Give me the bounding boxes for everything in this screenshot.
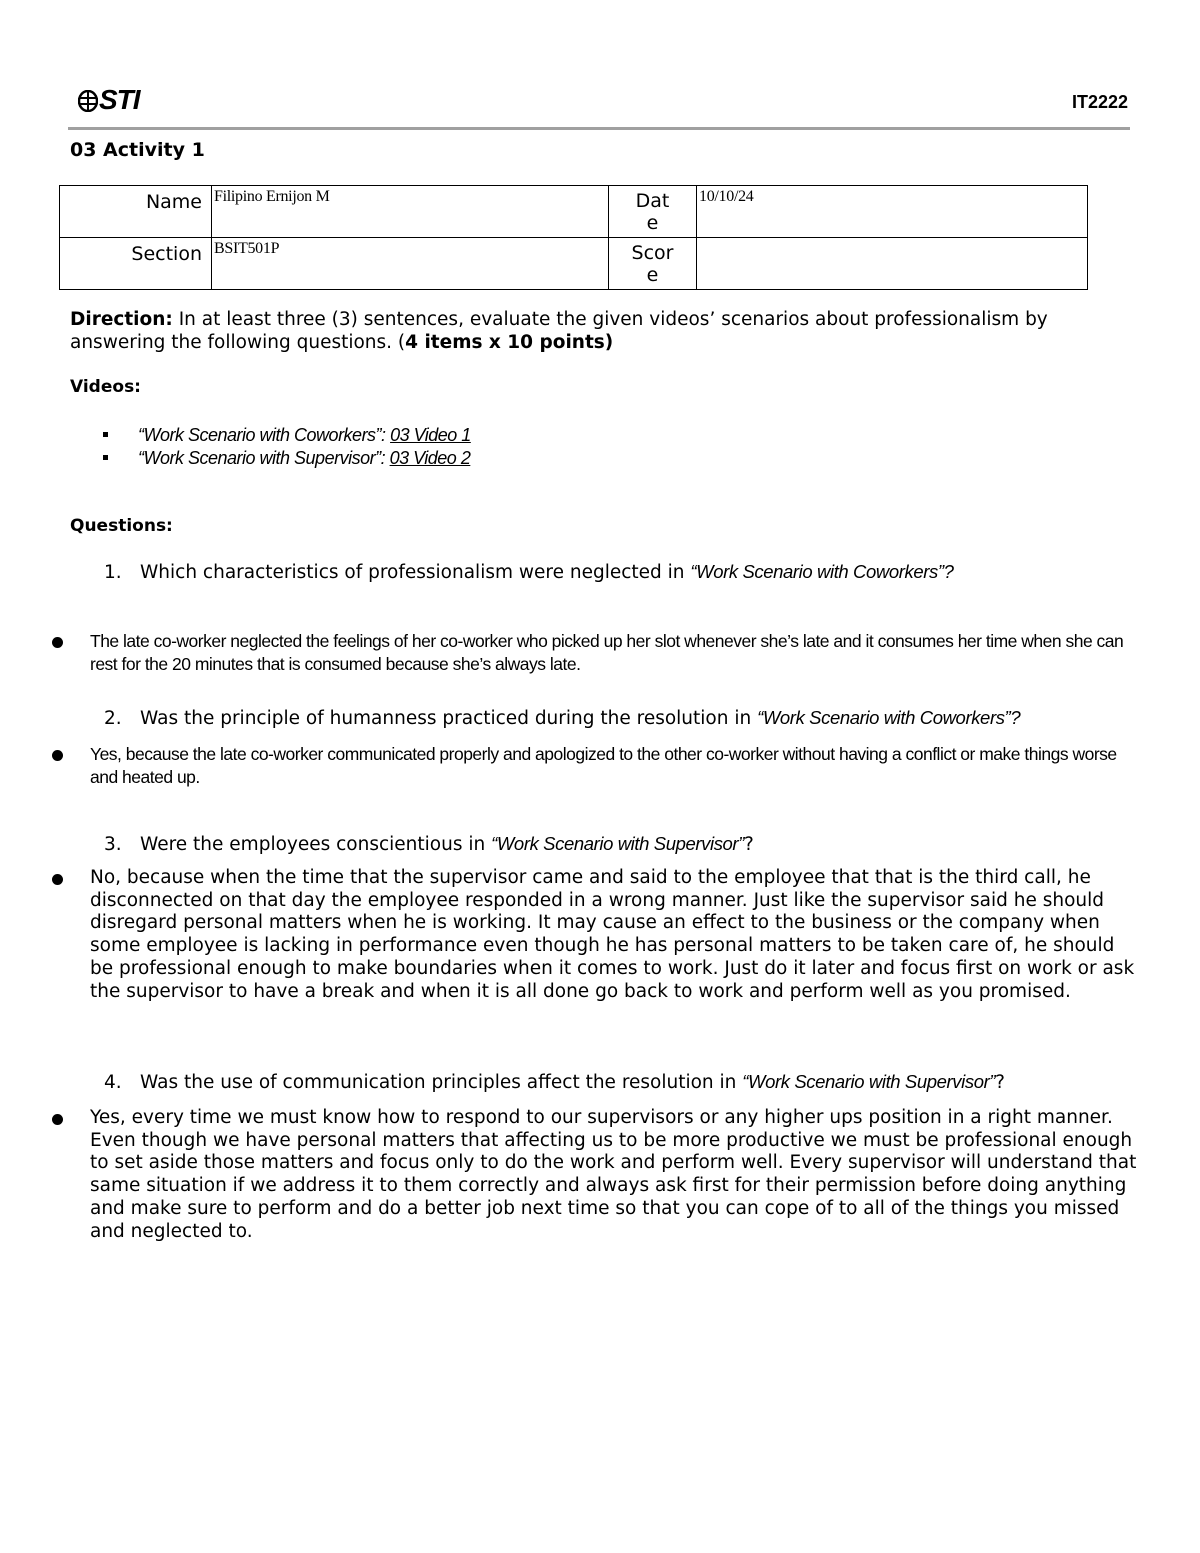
answer-3: No, because when the time that the supervisor came and said to the employee that that is the third call, he disconnected on that day the employee responded in a wrong manner. Just like the supervisor said he should disregard personal matters when he is working. It may cause an effect to the business or the company when some employee is lacking in performance even though he has personal matters to be taken care of, he should be professional enough to make boundaries when it comes to work. Just do it later and focus first on work or ask the supervisor to have a break and when it is all done go back to work and perform well as you promised. <box>52 867 1137 1003</box>
score-label: Scor e <box>609 238 697 290</box>
answer-1: The late co-worker neglected the feelings of her co-worker who picked up her slot whenever she’s late and it consumes her time when she can rest for the 20 minutes that is consumed because she’s always late. <box>52 630 1137 676</box>
table-row <box>60 238 1088 290</box>
date-label: Dat e <box>609 186 697 238</box>
bullet-icon <box>52 750 63 761</box>
direction-text: Direction: In at least three (3) sentences, evaluate the given videos’ scenarios about professionalism by answering the following questions. (4 items x 10 points) <box>70 309 1048 353</box>
page-title: 03 Activity 1 <box>70 139 205 161</box>
section-label: Section <box>60 238 212 290</box>
sti-logo <box>78 84 140 116</box>
points-text: 4 items x 10 points) <box>405 332 614 353</box>
answer-4: Yes, every time we must know how to respond to our supervisors or any higher ups position in a right manner. Even though we have personal matters that affecting us to be more productive we must be professional enough to set aside those matters and focus only to do the work and perform well. Every supervisor will understand that same situation if we address it to them correctly and always ask first for their permission before doing anything and make sure to perform and do a better job next time so that you can cope of to all of the things you missed and neglected to. <box>52 1107 1137 1243</box>
questions-heading: Questions: <box>70 516 173 536</box>
answer-2: Yes, because the late co-worker communicated properly and apologized to the other co-worker without having a conflict or make things worse and heated up. <box>52 743 1137 789</box>
square-bullet-icon <box>103 432 108 437</box>
video-1-link[interactable]: 03 Video 1 <box>390 425 471 445</box>
direction-label: Direction: <box>70 309 173 330</box>
name-value: Filipino Ernijon M <box>212 186 609 238</box>
bullet-icon <box>52 874 63 885</box>
section-value: BSIT501P <box>212 238 609 290</box>
table-row <box>60 186 1088 238</box>
header-divider <box>68 127 1130 130</box>
name-label: Name <box>60 186 212 238</box>
score-value <box>697 238 1088 290</box>
question-1: 1. Which characteristics of professionalism were neglected in “Work Scenario with Coworkers”? <box>104 561 954 583</box>
date-value: 10/10/24 <box>697 186 1088 238</box>
logo-text: STI <box>99 84 140 115</box>
question-3: 3. Were the employees conscientious in “Work Scenario with Supervisor”? <box>104 833 754 855</box>
list-item: “Work Scenario with Supervisor”: 03 Video 2 <box>103 447 471 470</box>
globe-icon <box>78 90 98 112</box>
video-list <box>103 424 471 470</box>
student-info-table <box>59 185 1088 290</box>
bullet-icon <box>52 1114 63 1125</box>
list-item: “Work Scenario with Coworkers”: 03 Video 1 <box>103 424 471 447</box>
course-code: IT2222 <box>1071 92 1128 112</box>
square-bullet-icon <box>103 455 108 460</box>
videos-heading: Videos: <box>70 377 141 397</box>
question-2: 2. Was the principle of humanness practiced during the resolution in “Work Scenario with Coworkers”? <box>104 707 1021 729</box>
bullet-icon <box>52 637 63 648</box>
question-4: 4. Was the use of communication principles affect the resolution in “Work Scenario with Supervisor”? <box>104 1071 1005 1093</box>
video-2-link[interactable]: 03 Video 2 <box>389 448 471 468</box>
